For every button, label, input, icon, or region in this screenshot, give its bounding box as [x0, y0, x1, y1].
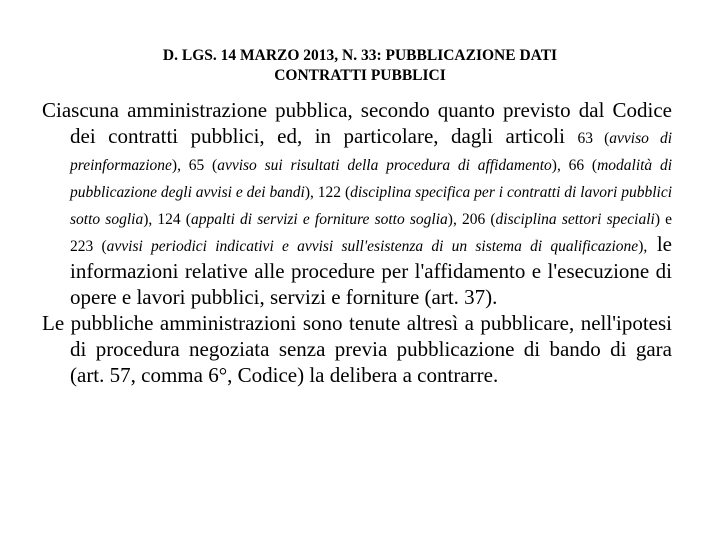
article-206-desc: disciplina settori speciali	[495, 211, 655, 228]
article-65-ref: ), 65 (	[171, 157, 218, 174]
article-63-desc: avviso di preinformazione	[70, 130, 673, 174]
article-63-ref: 63 (	[577, 130, 610, 147]
article-122-desc: disciplina specifica per i contratti di lavori pubblici sotto soglia	[70, 184, 673, 228]
paragraph-outro: le informazioni relative alle procedure per l'affidamento e l'esecuzione di opere e lavori pubblici, servizi e forniture (art. 37).	[70, 232, 672, 309]
article-223-desc: avvisi periodici indicativi e avvisi sull'esistenza di un sistema di qualificazione	[106, 238, 639, 255]
article-66-desc: modalità di pubblicazione degli avvisi e dei bandi	[70, 157, 673, 201]
article-223-ref: ) e 223 (	[70, 211, 673, 255]
title-line-1: D. LGS. 14 MARZO 2013, N. 33: PUBBLICAZIONE DATI	[162, 47, 558, 64]
article-122-ref: ), 122 (	[304, 184, 351, 201]
paragraph-publication-obligations	[42, 97, 672, 310]
article-66-ref: ), 66 (	[551, 157, 598, 174]
article-124-ref: ), 124 (	[143, 211, 191, 228]
articles-list	[70, 130, 672, 255]
paragraph-negotiated-procedure: Le pubbliche amministrazioni sono tenute altresì a pubblicare, nell'ipotesi di procedura negoziata senza previa pubblicazione di bando di gara (art. 57, comma 6°, Codice) la delibera a contrarre.	[42, 311, 672, 387]
document-body	[42, 97, 672, 388]
document-title	[0, 46, 720, 86]
paragraph-intro: Ciascuna amministrazione pubblica, secondo quanto previsto dal Codice dei contratti pubblici, ed, in particolare, dagli articoli	[42, 98, 672, 148]
article-223-close: ),	[638, 238, 648, 255]
title-line-2: CONTRATTI PUBBLICI	[274, 67, 446, 84]
article-206-ref: ), 206 (	[447, 211, 496, 228]
article-124-desc: appalti di servizi e forniture sotto soglia	[190, 211, 448, 228]
article-65-desc: avviso sui risultati della procedura di affidamento	[217, 157, 552, 174]
